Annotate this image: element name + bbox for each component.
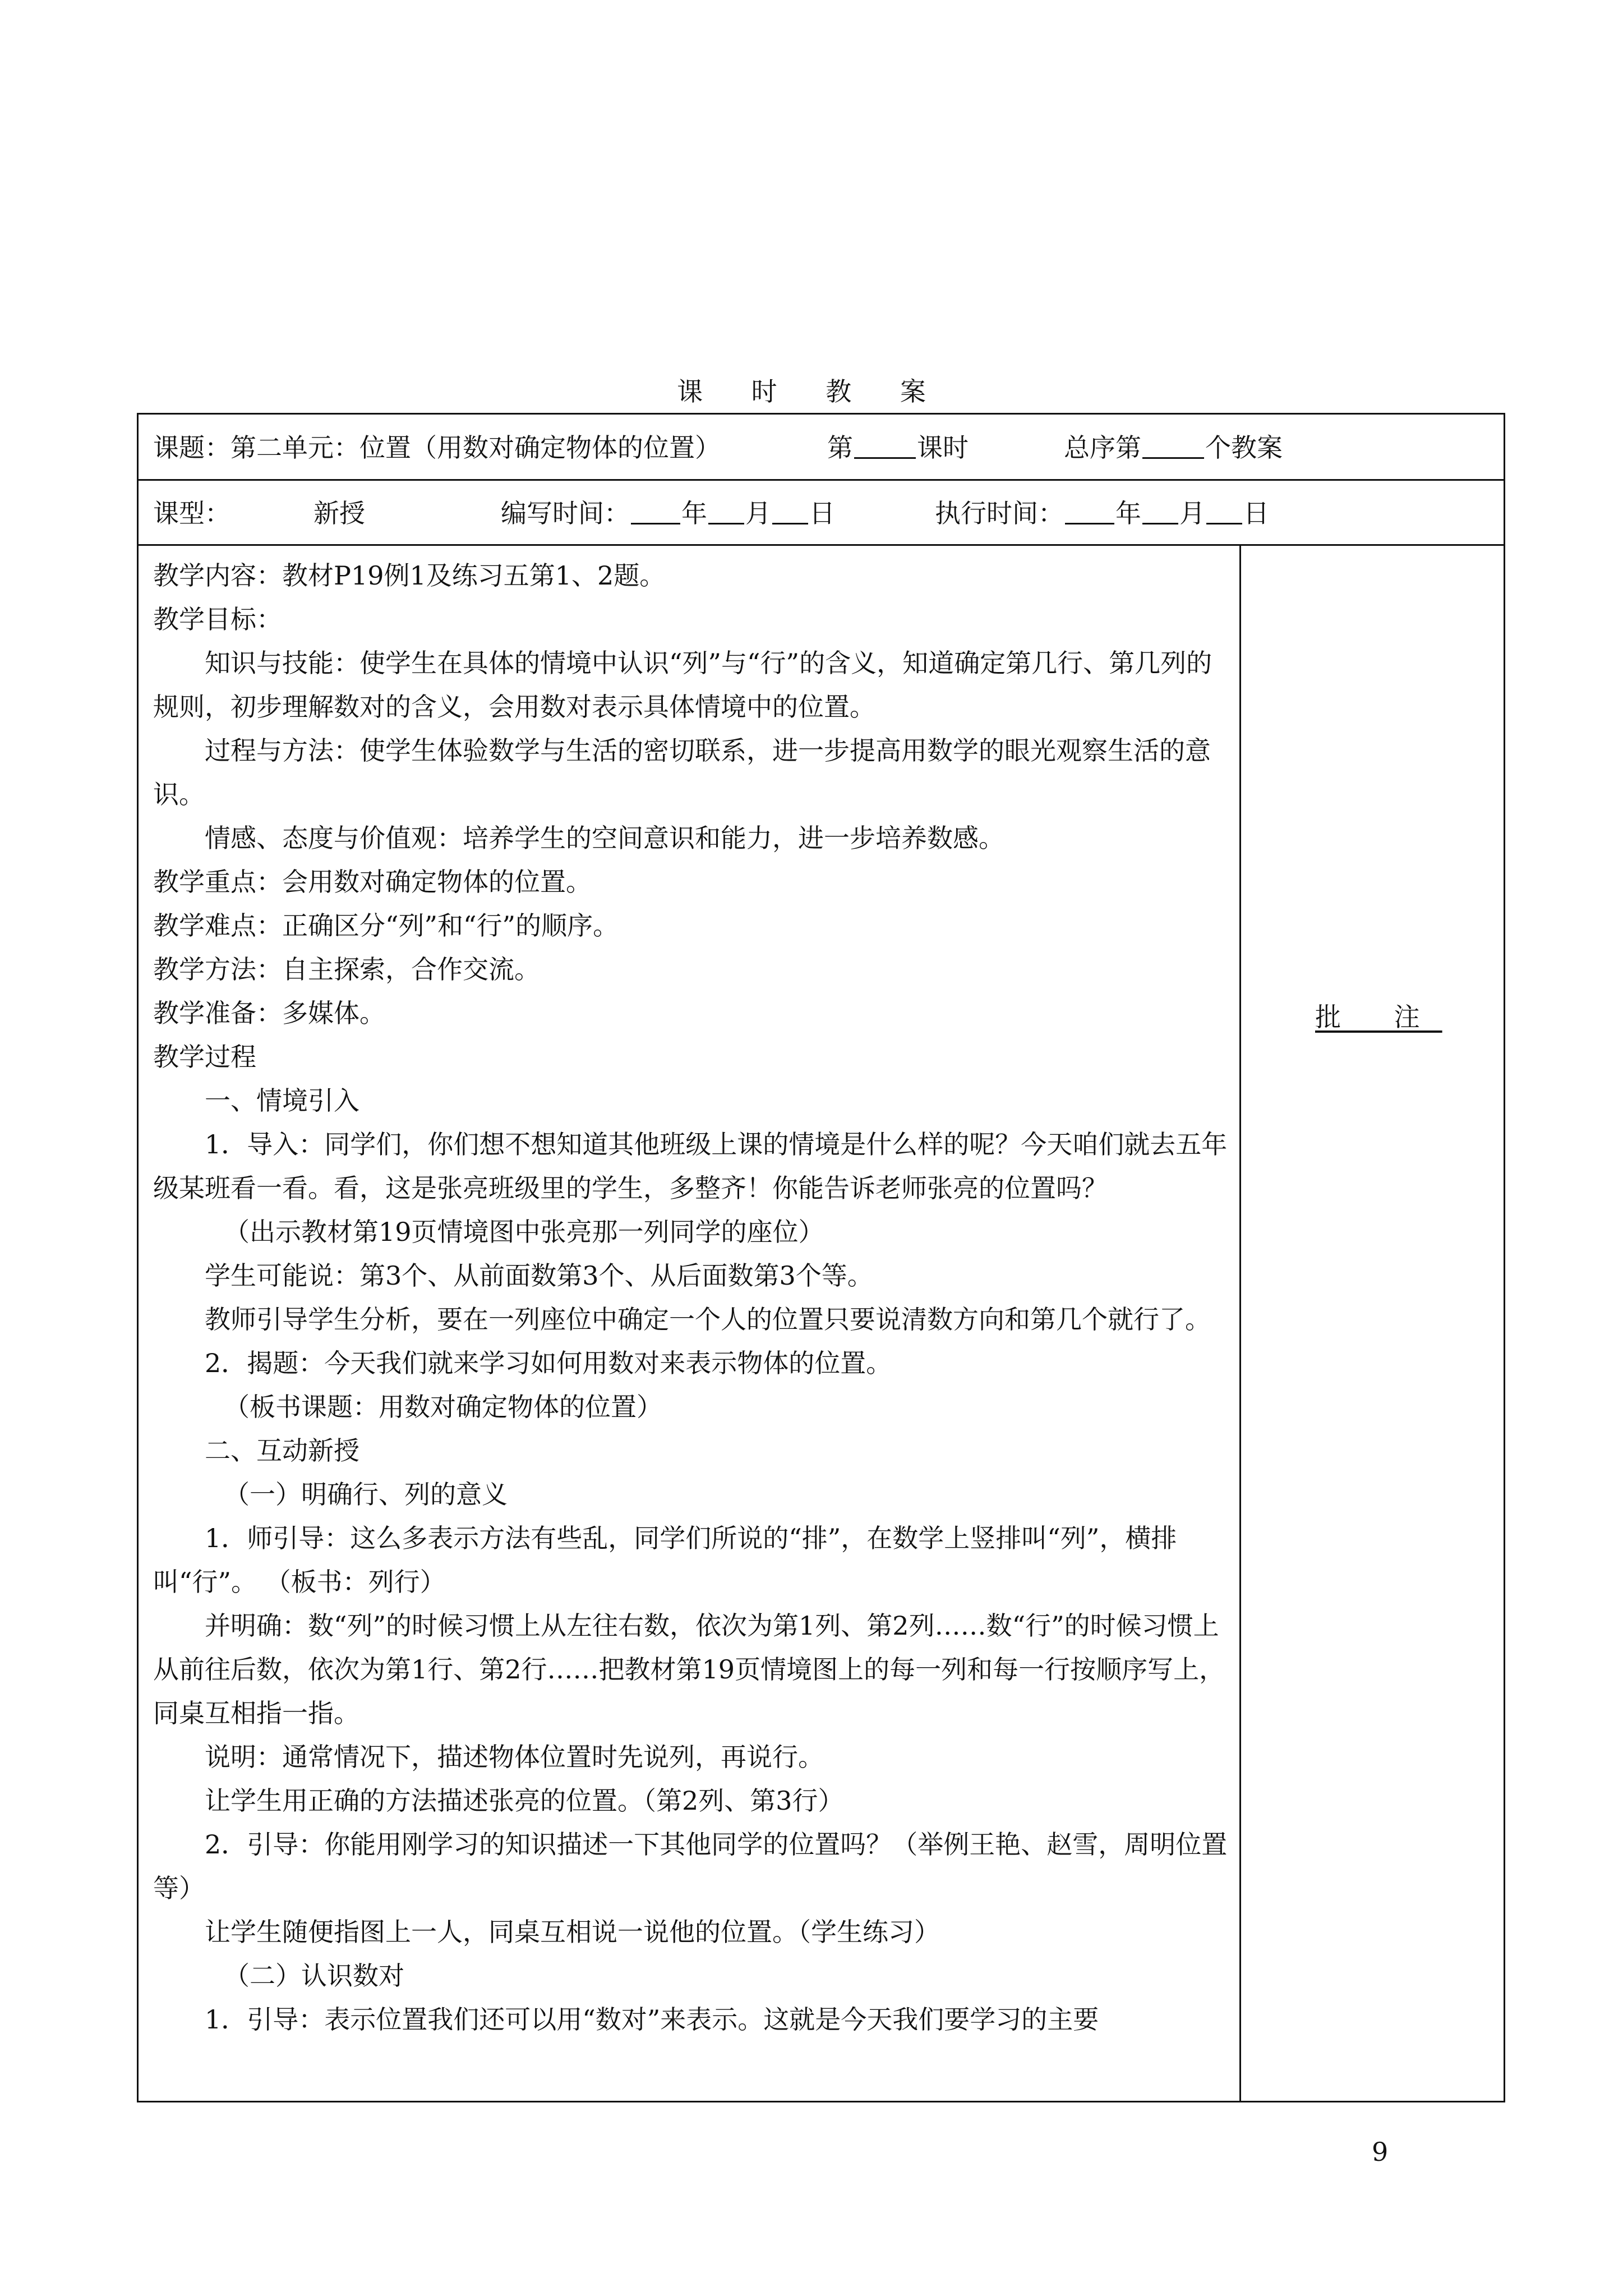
content-paragraph: 一、情境引入 <box>205 1085 359 1116</box>
content-paragraph: （二）认识数对 <box>224 1961 404 1991</box>
period-blank <box>854 435 916 459</box>
written-month-blank <box>708 500 744 524</box>
content-paragraph: 教学目标： <box>153 604 282 634</box>
page-number: 9 <box>1372 2137 1389 2167</box>
content-paragraph: 并明确：数“列”的时候习惯上从左往右数，依次为第1列、第2列……数“行”的时候习惯上从前往后数，依次为第1行、第2行……把教材第19页情境图上的每一列和每一行按顺序写上，同桌互相指一指。 <box>153 1611 1225 1728</box>
written-label: 编写时间： <box>501 498 630 528</box>
notes-label: 批 注 <box>1315 1002 1442 1032</box>
content-paragraph: 情感、态度与价值观：培养学生的空间意识和能力，进一步培养数感。 <box>205 823 1004 853</box>
topic-row <box>139 415 1504 481</box>
content-paragraph: 过程与方法：使学生体验数学与生活的密切联系，进一步提高用数学的眼光观察生活的意识。 <box>153 735 1211 809</box>
written-month-unit: 月 <box>745 498 771 528</box>
content-paragraph: 教学内容：教材P19例1及练习五第1、2题。 <box>153 560 666 591</box>
executed-day-blank <box>1206 500 1242 524</box>
content-paragraph: 说明：通常情况下，描述物体位置时先说列，再说行。 <box>205 1742 824 1772</box>
type-value: 新授 <box>313 498 365 528</box>
topic-label: 课题： <box>153 432 230 463</box>
content-paragraph: 学生可能说：第3个、从前面数第3个、从后面数第3个等。 <box>205 1260 873 1291</box>
content-paragraph: 二、互动新授 <box>205 1435 359 1466</box>
content-paragraph: （出示教材第19页情境图中张亮那一列同学的座位） <box>224 1217 824 1247</box>
content-paragraph: 让学生随便指图上一人，同桌互相说一说他的位置。（学生练习） <box>205 1917 940 1947</box>
executed-label: 执行时间： <box>935 498 1064 528</box>
content-paragraph: 教学难点：正确区分“列”和“行”的顺序。 <box>153 910 619 941</box>
topic-value: 第二单元：位置（用数对确定物体的位置） <box>230 432 721 463</box>
content-paragraph: 知识与技能：使学生在具体的情境中认识“列”与“行”的含义，知道确定第几行、第几列的规则，初步理解数对的含义，会用数对表示具体情境中的位置。 <box>153 648 1212 722</box>
content-paragraph: 让学生用正确的方法描述张亮的位置。（第2列、第3行） <box>205 1786 844 1816</box>
executed-month-blank <box>1142 500 1178 524</box>
content-paragraph: （板书课题：用数对确定物体的位置） <box>224 1392 662 1422</box>
content-paragraph: 教师引导学生分析，要在一列座位中确定一个人的位置只要说清数方向和第几个就行了。 <box>205 1304 1211 1335</box>
written-year-unit: 年 <box>681 498 707 528</box>
executed-year-unit: 年 <box>1115 498 1141 528</box>
period-prefix: 第 <box>827 432 853 463</box>
period-cell <box>827 415 969 481</box>
content-paragraph: 2．引导：你能用刚学习的知识描述一下其他同学的位置吗？（举例王艳、赵雪，周明位置等） <box>153 1829 1228 1903</box>
lesson-content <box>139 546 1241 2101</box>
content-paragraph: （一）明确行、列的意义 <box>224 1479 508 1510</box>
type-row <box>139 481 1504 546</box>
content-paragraph: 教学准备：多媒体。 <box>153 998 385 1028</box>
content-paragraph: 教学重点：会用数对确定物体的位置。 <box>153 867 592 897</box>
order-cell <box>1064 415 1283 481</box>
executed-date <box>935 481 1269 546</box>
notes-column <box>1241 546 1504 2101</box>
content-paragraph: 1．师引导：这么多表示方法有些乱，同学们所说的“排”，在数学上竖排叫“列”，横排叫“行”。 （板书：列行） <box>153 1523 1177 1597</box>
type-label: 课型： <box>153 498 230 528</box>
order-prefix: 总序第 <box>1064 432 1141 463</box>
written-day-blank <box>772 500 808 524</box>
content-paragraph: 1．引导：表示位置我们还可以用“数对”来表示。这就是今天我们要学习的主要 <box>205 2004 1099 2035</box>
order-blank <box>1142 435 1204 459</box>
written-date <box>501 481 835 546</box>
written-day-unit: 日 <box>809 498 835 528</box>
content-paragraph: 2．揭题：今天我们就来学习如何用数对来表示物体的位置。 <box>205 1348 892 1378</box>
executed-year-blank <box>1065 500 1114 524</box>
lesson-plan-table <box>137 413 1505 2102</box>
topic-cell <box>153 415 721 481</box>
written-year-blank <box>631 500 680 524</box>
content-paragraph: 教学过程 <box>153 1042 256 1072</box>
executed-month-unit: 月 <box>1179 498 1205 528</box>
period-suffix: 课时 <box>917 432 969 463</box>
content-paragraph: 1．导入：同学们，你们想不想知道其他班级上课的情境是什么样的呢？今天咱们就去五年级某班看一看。看，这是张亮班级里的学生，多整齐！你能告诉老师张亮的位置吗？ <box>153 1129 1228 1203</box>
executed-day-unit: 日 <box>1243 498 1269 528</box>
content-paragraph: 教学方法：自主探索，合作交流。 <box>153 954 540 984</box>
order-suffix: 个教案 <box>1205 432 1283 463</box>
page-title: 课 时 教 案 <box>677 376 946 407</box>
